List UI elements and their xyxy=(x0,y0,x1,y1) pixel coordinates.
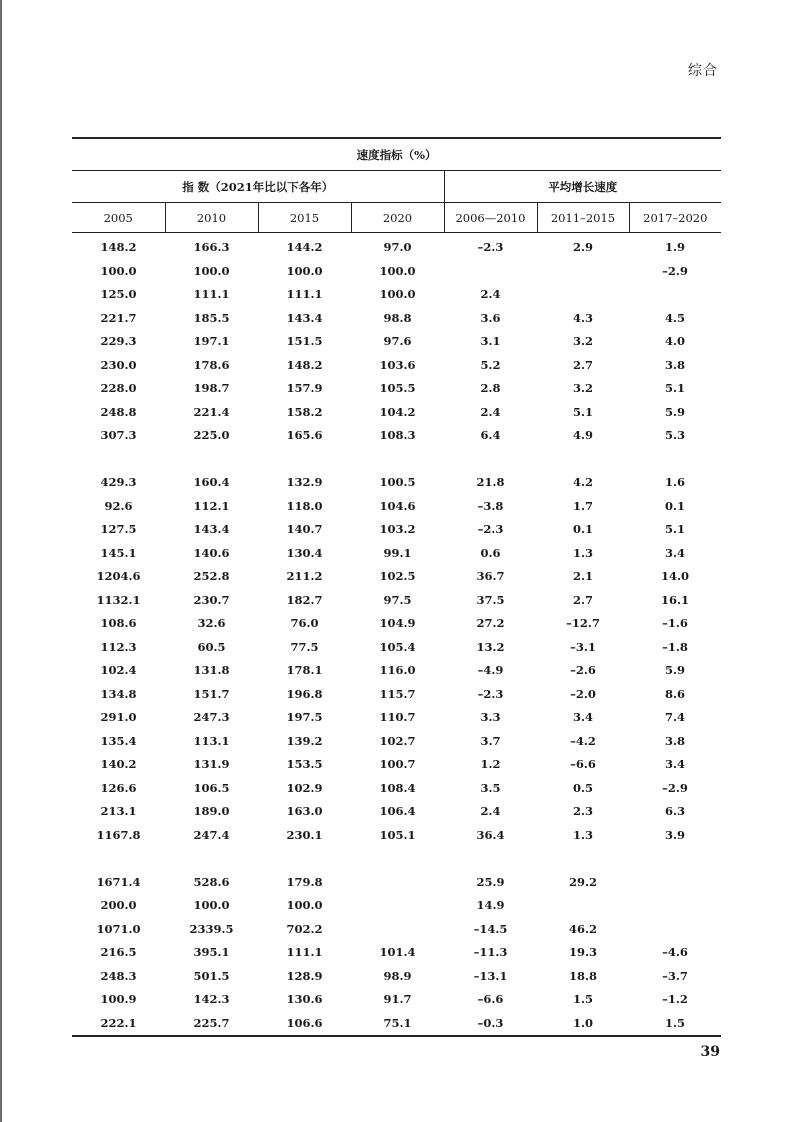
table-row xyxy=(72,377,721,401)
table-cell: 2.1 xyxy=(572,569,593,583)
table-cell xyxy=(351,918,444,942)
table-cell: 216.5 xyxy=(100,945,137,959)
table-cell: 102.7 xyxy=(379,733,416,748)
table-cell: 105.4 xyxy=(379,639,416,654)
table-cell: 179.8 xyxy=(286,874,323,889)
table-cell: 5.3 xyxy=(665,428,686,442)
table-cell: 228.0 xyxy=(100,381,137,395)
table-row xyxy=(72,730,721,754)
table-cell: 395.1 xyxy=(193,945,230,959)
table-cell: 252.8 xyxy=(193,569,230,583)
table-cell: 5.9 xyxy=(665,404,686,419)
table-cell: –3.7 xyxy=(662,968,688,983)
table-cell: –2.0 xyxy=(570,686,596,701)
table-cell: 132.9 xyxy=(286,475,323,489)
table-cell: 36.7 xyxy=(476,569,505,583)
table-cell: 128.9 xyxy=(286,968,323,983)
table-cell: 75.1 xyxy=(351,1012,444,1037)
table-cell xyxy=(351,448,444,472)
table-cell: 151.5 xyxy=(286,334,323,348)
table-cell: 140.6 xyxy=(193,545,230,560)
table-row xyxy=(72,424,721,448)
table-cell: 103.2 xyxy=(379,522,416,536)
table-cell: 145.1 xyxy=(100,545,137,560)
table-cell: 5.1 xyxy=(665,381,686,395)
table-row xyxy=(72,683,721,707)
table-cell: 0.5 xyxy=(572,780,593,795)
table-cell: 178.1 xyxy=(286,663,323,677)
table-cell: 182.7 xyxy=(286,592,323,607)
table-cell: 3.5 xyxy=(480,780,501,795)
table-cell xyxy=(258,448,351,472)
table-cell: 140.7 xyxy=(286,522,323,536)
table-cell: –14.5 xyxy=(473,921,508,936)
table-cell: 3.2 xyxy=(572,334,593,348)
table-cell xyxy=(629,283,721,307)
table-cell xyxy=(444,448,537,472)
table-cell: 118.0 xyxy=(286,498,323,513)
table-cell: 221.7 xyxy=(100,310,137,325)
table-row xyxy=(72,706,721,730)
table-cell xyxy=(165,847,258,871)
table-row xyxy=(72,612,721,636)
table-cell: –2.3 xyxy=(477,686,504,701)
table-cell: 36.4 xyxy=(476,827,505,842)
table-cell: 140.2 xyxy=(100,757,137,771)
table-cell: 4.0 xyxy=(665,334,686,348)
table-cell: 248.3 xyxy=(100,968,137,983)
table-cell: –4.9 xyxy=(477,663,504,677)
page-number: 39 xyxy=(700,1044,720,1060)
table-cell: 2.4 xyxy=(480,404,501,419)
table-cell xyxy=(629,847,721,871)
table-cell: 125.0 xyxy=(100,287,137,301)
table-cell xyxy=(351,871,444,895)
table-cell: –2.3 xyxy=(477,522,504,536)
table-cell: 4.9 xyxy=(572,428,593,442)
table-cell: 126.6 xyxy=(100,780,137,795)
table-cell: 1.0 xyxy=(537,1012,629,1037)
table-spacer-row xyxy=(72,448,721,472)
table-row xyxy=(72,354,721,378)
table-cell: 13.2 xyxy=(476,639,505,654)
page-edge-line xyxy=(0,0,2,1122)
column-header: 2006—2010 xyxy=(444,203,537,233)
table-row xyxy=(72,965,721,989)
table-row xyxy=(72,565,721,589)
table-cell: 1204.6 xyxy=(96,569,141,583)
table-cell: 115.7 xyxy=(379,686,416,701)
table-row xyxy=(72,330,721,354)
table-cell: –3.1 xyxy=(570,639,596,654)
table-row xyxy=(72,1012,721,1037)
table-cell: 0.1 xyxy=(665,498,686,513)
table-cell: 2.3 xyxy=(572,804,593,818)
table-cell: 3.7 xyxy=(480,733,501,748)
table-cell: 3.9 xyxy=(665,827,686,842)
table-cell: 5.1 xyxy=(665,522,686,536)
column-header: 2015 xyxy=(258,203,351,233)
table-row xyxy=(72,753,721,777)
table-cell: 157.9 xyxy=(286,381,323,395)
table-cell: 1.5 xyxy=(629,1012,721,1037)
table-cell: 153.5 xyxy=(286,757,323,771)
table-cell: 148.2 xyxy=(286,357,323,372)
table-cell: 1.2 xyxy=(480,757,501,771)
table-cell: 111.1 xyxy=(193,287,230,301)
table-cell: 5.2 xyxy=(480,357,501,372)
table-cell: 2.4 xyxy=(480,287,501,301)
table-cell: –6.6 xyxy=(570,757,596,771)
table-cell xyxy=(537,894,629,918)
table-cell: 127.5 xyxy=(100,522,137,536)
table-cell xyxy=(72,847,165,871)
table-cell: –4.2 xyxy=(570,733,596,748)
table-cell: –1.6 xyxy=(662,616,688,630)
table-cell: 98.9 xyxy=(383,968,412,983)
table-cell: –1.8 xyxy=(662,639,688,654)
table-cell: 198.7 xyxy=(193,381,230,395)
table-cell xyxy=(537,448,629,472)
table-cell: 97.6 xyxy=(383,334,412,348)
table-cell: 134.8 xyxy=(100,686,137,701)
table-cell: 166.3 xyxy=(193,240,230,254)
table-cell: 100.0 xyxy=(100,263,137,278)
table-cell: 3.8 xyxy=(665,733,686,748)
table-cell: 100.0 xyxy=(379,287,416,301)
table-cell: 2.4 xyxy=(480,804,501,818)
table-cell xyxy=(72,448,165,472)
table-cell: 2.9 xyxy=(572,240,593,254)
table-spacer-row xyxy=(72,847,721,871)
table-cell: 163.0 xyxy=(286,804,323,818)
table-cell: 131.9 xyxy=(193,757,230,771)
table-cell: 247.4 xyxy=(193,827,230,842)
table-cell xyxy=(537,260,629,284)
table-row xyxy=(72,260,721,284)
table-cell: 1132.1 xyxy=(96,592,141,607)
table-row xyxy=(72,233,721,260)
table-cell: 112.1 xyxy=(193,498,230,513)
table-cell: 105.1 xyxy=(379,827,416,842)
table-row xyxy=(72,894,721,918)
table-cell: 4.3 xyxy=(572,310,593,325)
table-row xyxy=(72,471,721,495)
table-cell: 200.0 xyxy=(100,898,137,912)
table-cell: 144.2 xyxy=(286,240,323,254)
table-cell: 1.6 xyxy=(665,475,686,489)
table-cell: 104.2 xyxy=(379,404,416,419)
table-cell: 1.3 xyxy=(572,827,593,842)
table-cell: 225.0 xyxy=(193,428,230,442)
column-header: 2011–2015 xyxy=(537,203,629,233)
column-header: 2005 xyxy=(72,203,165,233)
table-cell: 106.6 xyxy=(258,1012,351,1037)
table-cell: –13.1 xyxy=(473,968,508,983)
table-cell: 197.5 xyxy=(286,710,323,724)
table-cell: 104.6 xyxy=(379,498,416,513)
table-cell: 225.7 xyxy=(165,1012,258,1037)
table-cell: 112.3 xyxy=(100,639,137,654)
table-body xyxy=(72,233,721,1037)
table-cell: 3.1 xyxy=(480,334,501,348)
table-cell: 106.5 xyxy=(193,780,230,795)
table-cell: 21.8 xyxy=(476,475,505,489)
table-cell: 528.6 xyxy=(193,874,230,889)
table-cell: 247.3 xyxy=(193,710,230,724)
table-cell: 702.2 xyxy=(286,921,323,936)
table-cell: 2.7 xyxy=(572,592,593,607)
table-cell: 230.7 xyxy=(193,592,230,607)
table-cell: 108.6 xyxy=(100,616,137,630)
table-cell: –12.7 xyxy=(566,616,600,630)
table-cell: 3.4 xyxy=(665,757,686,771)
table-cell: 213.1 xyxy=(100,804,137,818)
table-cell: 102.5 xyxy=(379,569,416,583)
table-cell: 32.6 xyxy=(197,616,226,630)
table-cell: 222.1 xyxy=(72,1012,165,1037)
table-cell: 4.2 xyxy=(572,475,593,489)
table-cell: 197.1 xyxy=(193,334,230,348)
table-cell: 14.9 xyxy=(476,898,505,912)
table-cell xyxy=(351,847,444,871)
table-row xyxy=(72,777,721,801)
table-cell: 3.6 xyxy=(480,310,501,325)
table-cell: –2.9 xyxy=(662,263,688,278)
table-cell: 6.4 xyxy=(480,428,501,442)
table-cell: 3.8 xyxy=(665,357,686,372)
table-cell xyxy=(444,847,537,871)
table-cell: 18.8 xyxy=(568,968,597,983)
column-header: 2020 xyxy=(351,203,444,233)
table-cell xyxy=(444,260,537,284)
table-cell: 100.0 xyxy=(193,263,230,278)
table-cell: 130.4 xyxy=(286,545,323,560)
table-cell: 116.0 xyxy=(379,663,416,677)
table-row xyxy=(72,941,721,965)
table-cell: 19.3 xyxy=(568,945,597,959)
table-cell: 131.8 xyxy=(193,663,230,677)
table-cell: 3.3 xyxy=(480,710,501,724)
table-cell: 111.1 xyxy=(286,945,323,959)
table-cell: 102.4 xyxy=(100,663,137,677)
table-cell: 108.4 xyxy=(379,780,416,795)
table-cell: 37.5 xyxy=(476,592,505,607)
table-cell: 185.5 xyxy=(193,310,230,325)
table-title: 速度指标（%） xyxy=(72,138,721,171)
table-cell: 100.0 xyxy=(193,898,230,912)
table-cell: –1.2 xyxy=(662,992,688,1006)
table-cell xyxy=(629,894,721,918)
table-cell: 1167.8 xyxy=(96,827,141,842)
table-cell: –0.3 xyxy=(444,1012,537,1037)
table-cell xyxy=(629,448,721,472)
table-cell: 7.4 xyxy=(665,710,686,724)
table-row xyxy=(72,283,721,307)
table-cell: 100.0 xyxy=(379,263,416,278)
table-cell xyxy=(629,871,721,895)
table-cell: 1671.4 xyxy=(96,874,141,889)
table-cell: 25.9 xyxy=(476,874,505,889)
table-cell: 98.8 xyxy=(383,310,412,325)
table-cell xyxy=(537,283,629,307)
table-cell: 142.3 xyxy=(193,992,230,1006)
table-cell: 229.3 xyxy=(100,334,137,348)
table-cell: 60.5 xyxy=(197,639,226,654)
table-cell: 148.2 xyxy=(100,240,137,254)
table-cell: 91.7 xyxy=(383,992,412,1006)
table-cell: 14.0 xyxy=(661,569,690,583)
table-cell: 108.3 xyxy=(379,428,416,442)
table-row xyxy=(72,307,721,331)
table-cell: 3.2 xyxy=(572,381,593,395)
table-cell: –11.3 xyxy=(473,945,508,959)
table-cell: 135.4 xyxy=(100,733,137,748)
table-row xyxy=(72,518,721,542)
column-header: 2017–2020 xyxy=(629,203,721,233)
table-cell: –6.6 xyxy=(477,992,504,1006)
table-row xyxy=(72,800,721,824)
table-cell: 429.3 xyxy=(100,475,137,489)
table-cell: 165.6 xyxy=(286,428,323,442)
table-cell: 2.8 xyxy=(480,381,501,395)
table-cell: 196.8 xyxy=(286,686,323,701)
table-cell: 97.0 xyxy=(383,240,412,254)
table-cell: –4.6 xyxy=(662,945,688,959)
table-cell: 130.6 xyxy=(286,992,323,1006)
table-cell: 248.8 xyxy=(100,404,137,419)
growth-group-header: 平均增长速度 xyxy=(444,171,721,203)
table-cell: 3.4 xyxy=(572,710,593,724)
index-group-header: 指 数（2021年比以下各年） xyxy=(72,171,444,203)
table-cell: 230.1 xyxy=(286,827,323,842)
speed-indicator-table xyxy=(72,137,721,1037)
table-cell: 3.4 xyxy=(665,545,686,560)
table-row xyxy=(72,988,721,1012)
table-cell: 211.2 xyxy=(286,569,323,583)
table-cell: 100.0 xyxy=(286,898,323,912)
table-cell: 27.2 xyxy=(476,616,505,630)
table-cell: 0.6 xyxy=(480,545,501,560)
table-row xyxy=(72,659,721,683)
table-cell: –2.3 xyxy=(477,240,504,254)
table-cell: 110.7 xyxy=(379,710,416,724)
table-cell: 221.4 xyxy=(193,404,230,419)
table-cell: 29.2 xyxy=(568,874,597,889)
table-cell: 5.9 xyxy=(665,663,686,677)
table-cell: 104.9 xyxy=(379,616,416,630)
table-cell: 143.4 xyxy=(286,310,323,325)
table-cell xyxy=(537,847,629,871)
table-cell: 291.0 xyxy=(100,710,137,724)
table-cell xyxy=(165,448,258,472)
table-cell: 113.1 xyxy=(193,733,230,748)
table-row xyxy=(72,636,721,660)
table-cell: 76.0 xyxy=(290,616,319,630)
table-cell: 2339.5 xyxy=(189,921,234,936)
table-cell: 139.2 xyxy=(286,733,323,748)
column-header: 2010 xyxy=(165,203,258,233)
table-row xyxy=(72,542,721,566)
table-cell: 111.1 xyxy=(286,287,323,301)
table-row xyxy=(72,871,721,895)
table-cell: –3.8 xyxy=(477,498,504,513)
table-cell: 5.1 xyxy=(572,404,593,419)
table-cell: 151.7 xyxy=(193,686,230,701)
table-cell xyxy=(351,894,444,918)
table-cell: –2.6 xyxy=(570,663,596,677)
table-cell: 4.5 xyxy=(665,310,686,325)
table-cell: 46.2 xyxy=(568,921,597,936)
table-cell: 158.2 xyxy=(286,404,323,419)
table-cell: 160.4 xyxy=(193,475,230,489)
table-cell: 8.6 xyxy=(665,686,686,701)
table-cell: –2.9 xyxy=(662,780,688,795)
table-cell: 501.5 xyxy=(193,968,230,983)
table-cell: 92.6 xyxy=(104,498,133,513)
table-cell: 100.5 xyxy=(379,475,416,489)
table-cell: 106.4 xyxy=(379,804,416,818)
table-cell xyxy=(629,918,721,942)
table-cell: 6.3 xyxy=(665,804,686,818)
table-cell: 230.0 xyxy=(100,357,137,372)
table-row xyxy=(72,495,721,519)
table-cell: 99.1 xyxy=(383,545,412,560)
table-cell: 16.1 xyxy=(661,592,690,607)
table-cell: 100.7 xyxy=(379,757,416,771)
table-row xyxy=(72,401,721,425)
table-cell: 0.1 xyxy=(572,522,593,536)
table-cell: 1.9 xyxy=(665,240,686,254)
table-cell: 97.5 xyxy=(383,592,412,607)
table-cell: 77.5 xyxy=(290,639,319,654)
table-cell: 100.0 xyxy=(286,263,323,278)
table-cell: 143.4 xyxy=(193,522,230,536)
table-cell: 178.6 xyxy=(193,357,230,372)
table-cell xyxy=(258,847,351,871)
table-cell: 1.3 xyxy=(572,545,593,560)
table-cell: 100.9 xyxy=(100,992,137,1006)
table-cell: 103.6 xyxy=(379,357,416,372)
section-label: 综合 xyxy=(688,63,718,79)
table-cell: 105.5 xyxy=(379,381,416,395)
table-cell: 307.3 xyxy=(100,428,137,442)
table-row xyxy=(72,824,721,848)
table-cell: 1.7 xyxy=(572,498,593,513)
table-cell: 2.7 xyxy=(572,357,593,372)
table-cell: 101.4 xyxy=(379,945,416,959)
table-cell: 189.0 xyxy=(193,804,230,818)
table-cell: 1.5 xyxy=(572,992,593,1006)
table-cell: 1071.0 xyxy=(96,921,141,936)
table-row xyxy=(72,589,721,613)
table-row xyxy=(72,918,721,942)
table-cell: 102.9 xyxy=(286,780,323,795)
